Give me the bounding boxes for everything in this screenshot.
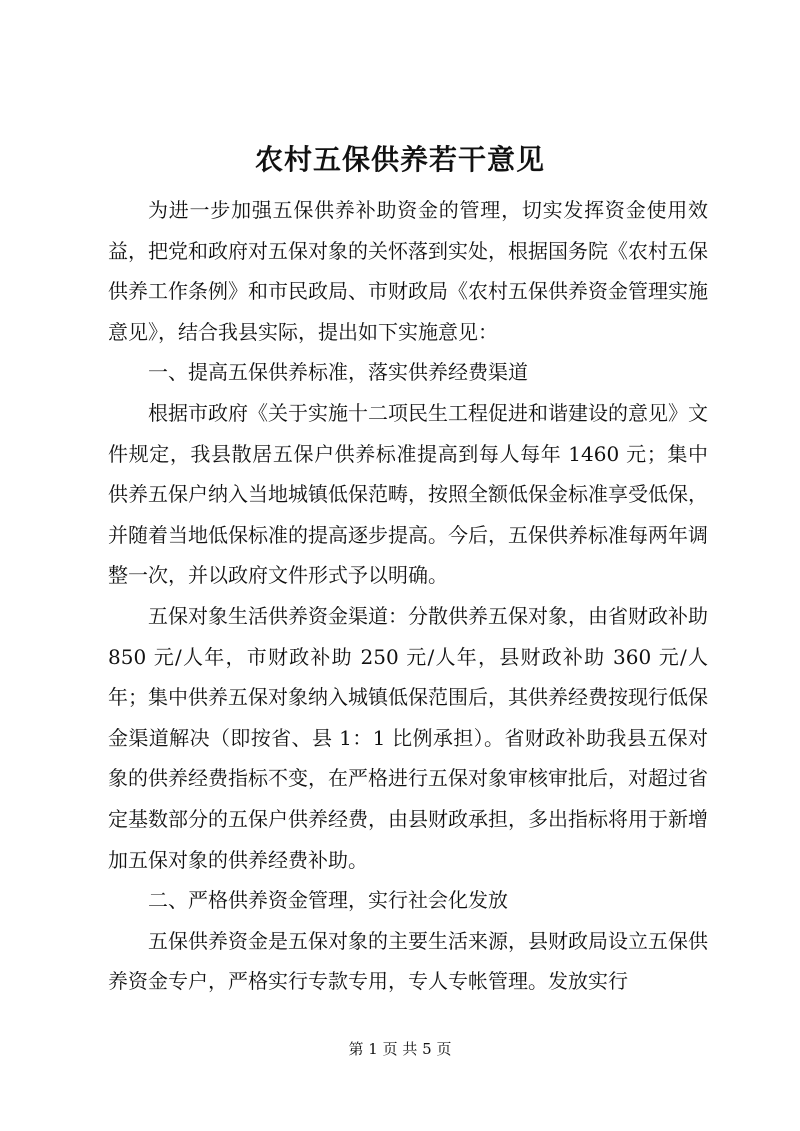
paragraph-funding: 五保对象生活供养资金渠道：分散供养五保对象，由省财政补助 850 元/人年，市财政补助 250 元/人年，县财政补助 360 元/人年；集中供养五保对象纳入城镇低保范围后，其供养经费按现行低保金渠道解决（即按省、县 1：1 比例承担）。省财政补助我县五保对象的供养经费指标不变，在严格进行五保对象审核审批后，对超过省定基数部分的五保户供养经费，由县财政承担，多出指标将用于新增加五保对象的供养经费补助。: [108, 603, 708, 872]
section-heading-1: 一、提高五保供养标准，落实供养经费渠道: [148, 360, 528, 385]
paragraph-standard: 根据市政府《关于实施十二项民生工程促进和谐建设的意见》文件规定，我县散居五保户供养标准提高到每人每年 1460 元；集中供养五保户纳入当地城镇低保范畴，按照全额低保金标准享受低保，并随着当地低保标准的提高逐步提高。今后，五保供养标准每两年调整一次，并以政府文件形式予以明确。: [108, 400, 708, 588]
page-number-footer: 第 1 页 共 5 页: [348, 1040, 452, 1058]
section-heading-2: 二、严格供养资金管理，实行社会化发放: [148, 888, 508, 913]
document-body: [108, 190, 708, 1002]
paragraph-management: 五保供养资金是五保对象的主要生活来源，县财政局设立五保供养资金专户，严格实行专款专用，专人专帐管理。发放实行: [108, 928, 708, 994]
paragraph-intro: 为进一步加强五保供养补助资金的管理，切实发挥资金使用效益，把党和政府对五保对象的关怀落到实处，根据国务院《农村五保供养工作条例》和市民政局、市财政局《农村五保供养资金管理实施意见》，结合我县实际，提出如下实施意见：: [108, 198, 708, 344]
page-title: 农村五保供养若干意见: [254, 143, 545, 176]
